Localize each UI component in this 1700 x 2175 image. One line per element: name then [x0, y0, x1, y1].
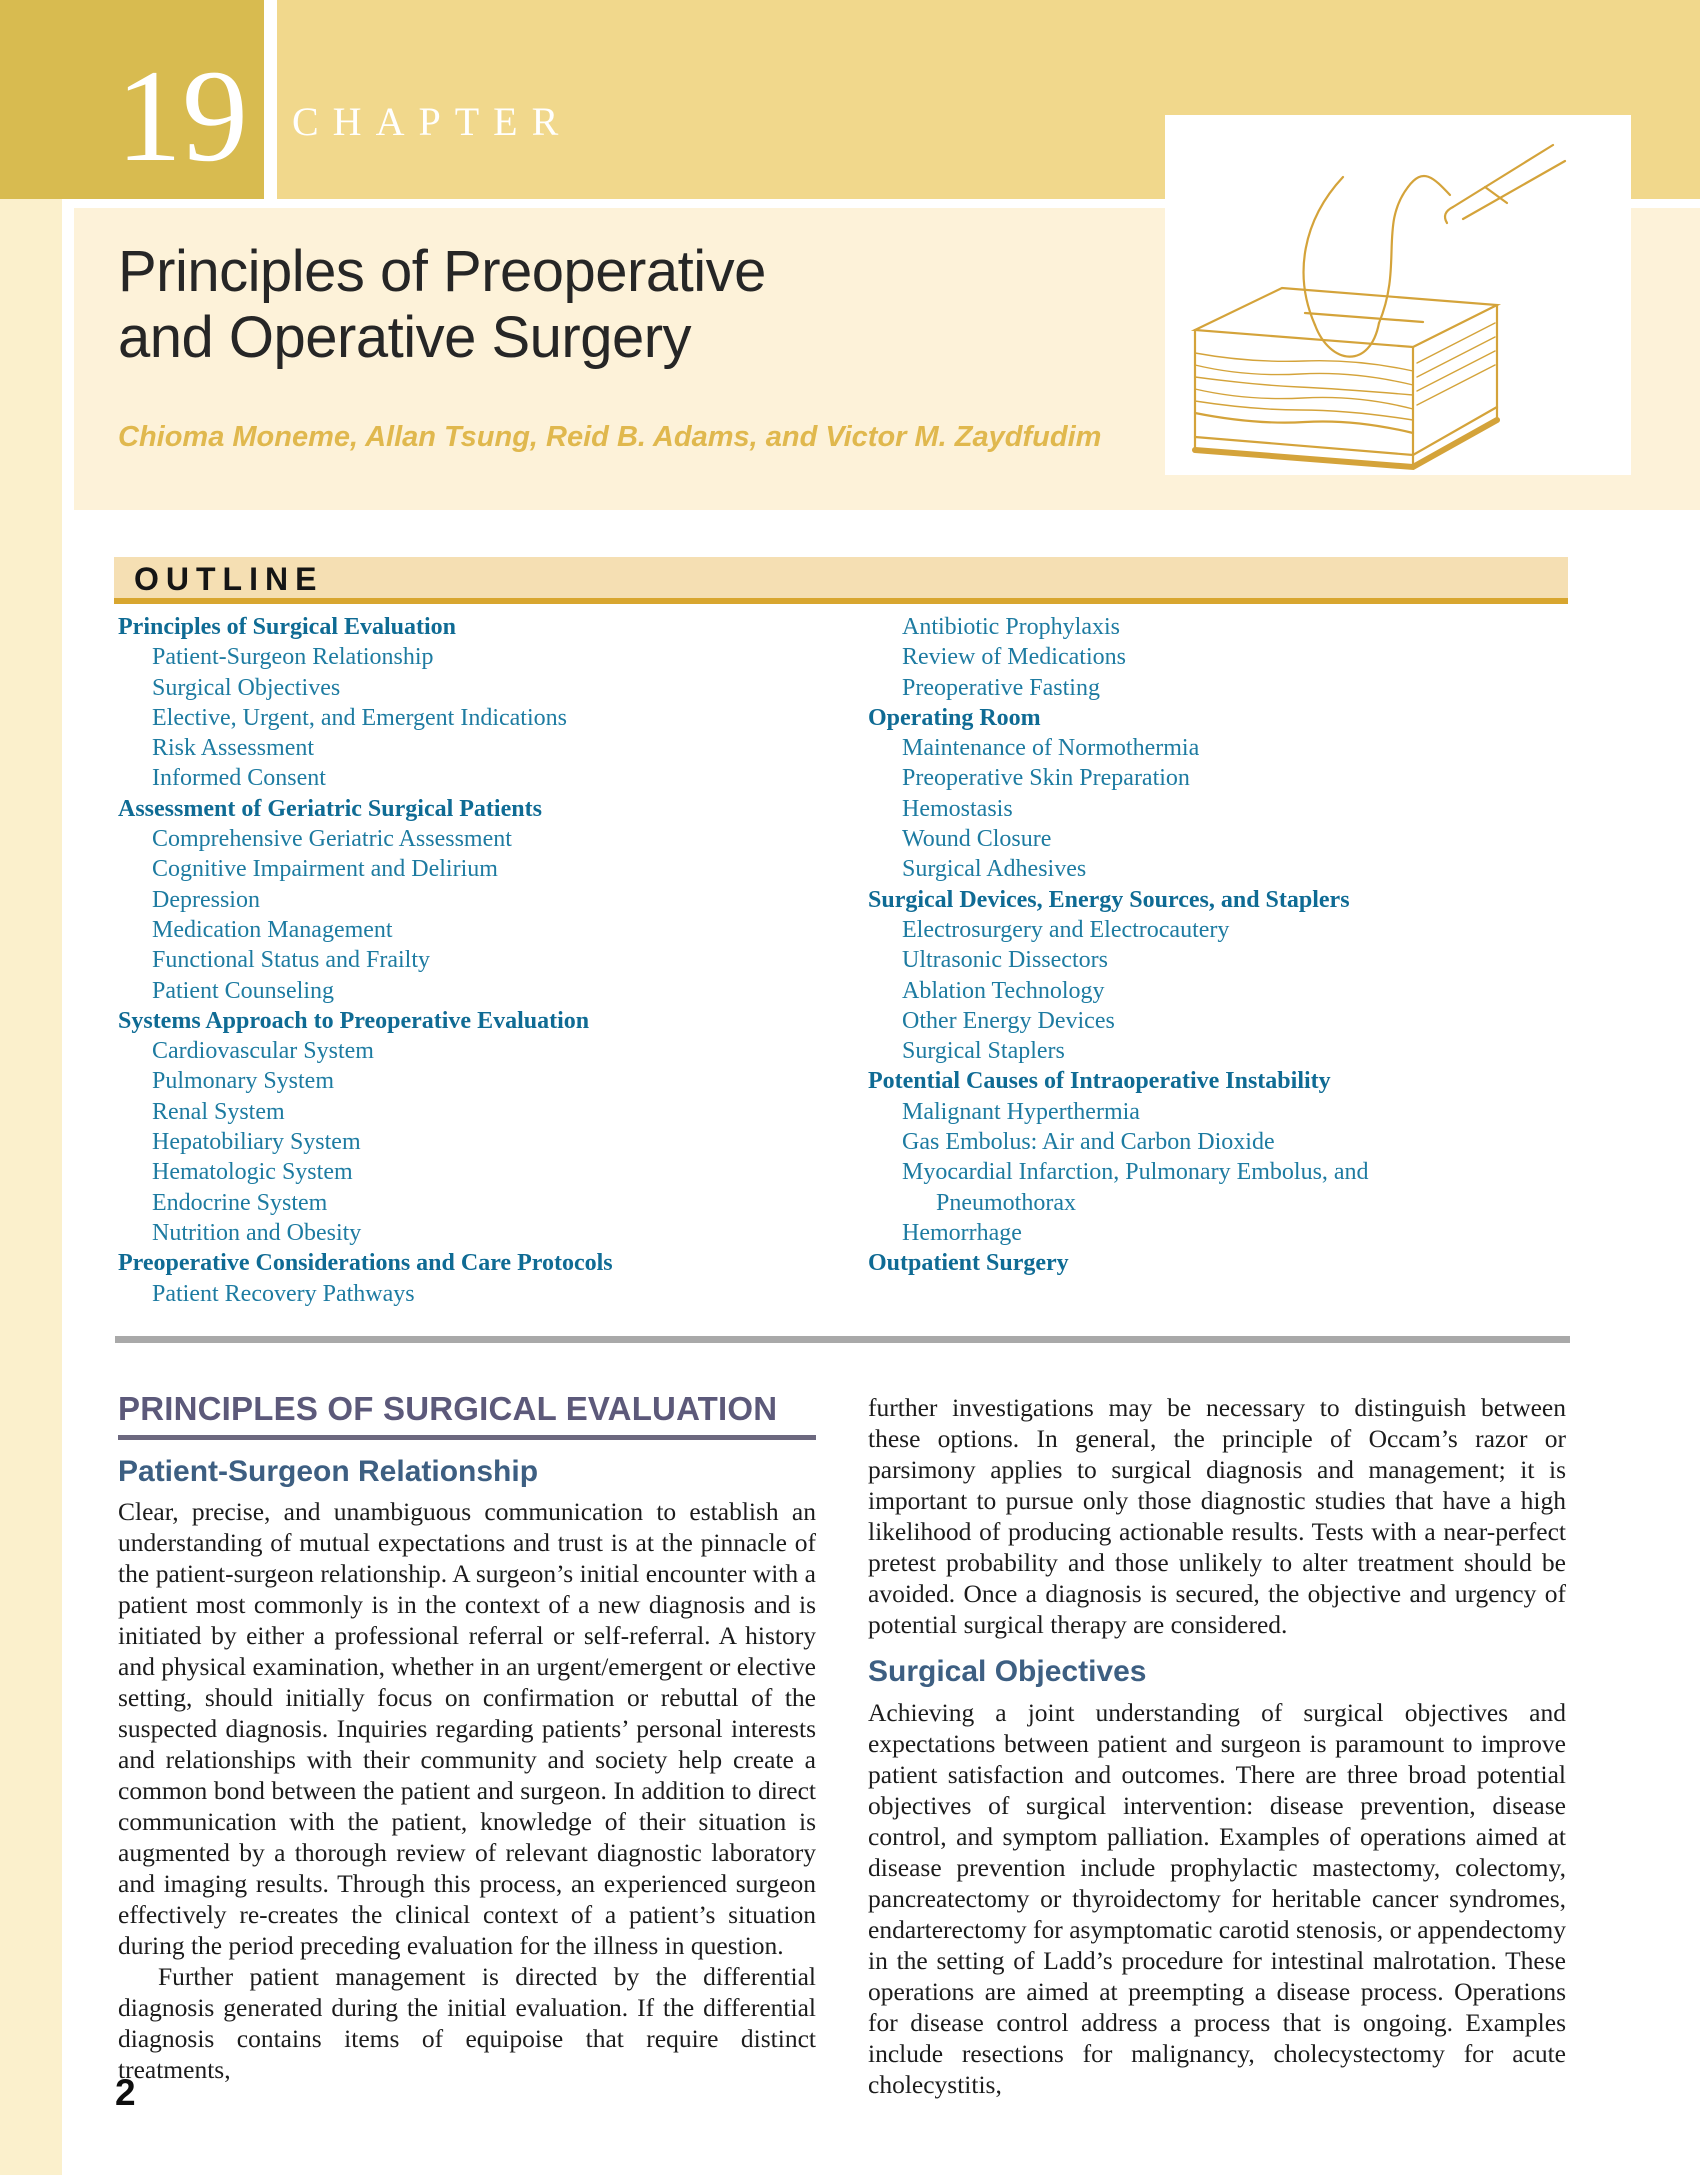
outline-item: Outpatient Surgery	[868, 1250, 1069, 1277]
outline-item: Pulmonary System	[152, 1068, 335, 1095]
outline-item: Elective, Urgent, and Emergent Indications	[152, 704, 567, 731]
body-paragraph: Achieving a joint understanding of surgical objectives and expectations between patient and surgeon is paramount to improve patient satisfaction and outcomes. There are three broad potential objectives of surgical intervention: disease prevention, disease control, and symptom palliation. Examples of operations aimed at disease prevention include prophylactic mastectomy, colectomy, pancreatectomy or thyroidectomy for heritable cancer syndromes, endarterectomy for asymptomatic carotid stenosis, or appendectomy in the setting of Ladd’s procedure for intestinal malrotation. These operations are aimed at preempting a disease process. Operations for disease control address a process that is ongoing. Examples include resections for malignancy, cholecystectomy for acute cholecystitis,	[868, 1697, 1566, 2099]
skin-layer-line	[1195, 401, 1413, 420]
outline-item: Operating Room	[868, 704, 1041, 731]
page-number: 2	[115, 2072, 136, 2113]
suture-through-skin-block-illustration	[1165, 115, 1631, 475]
skin-layer-line	[1195, 353, 1413, 371]
outline-item: Preoperative Skin Preparation	[902, 765, 1190, 792]
outline-left-column	[118, 612, 824, 1309]
outline-right-column	[868, 612, 1574, 1279]
needle-holder-tip	[1445, 207, 1453, 223]
outline-item: Myocardial Infarction, Pulmonary Embolus, and	[902, 1159, 1369, 1186]
outline-item: Nutrition and Obesity	[152, 1219, 362, 1246]
outline-item: Depression	[152, 886, 260, 913]
body-left-column	[118, 1392, 816, 2085]
skin-layer-line	[1195, 377, 1413, 395]
outline-item: Hemostasis	[902, 795, 1013, 822]
skin-layer-line	[1195, 365, 1413, 385]
skin-base-edge	[1195, 420, 1497, 467]
subsection-heading-surgical-objectives: Surgical Objectives	[868, 1655, 1147, 1688]
suture-illustration-box	[1165, 115, 1631, 475]
outline-item: Surgical Staplers	[902, 1038, 1065, 1065]
outline-item: Other Energy Devices	[902, 1007, 1115, 1034]
outline-item: Malignant Hyperthermia	[902, 1098, 1140, 1125]
outline-item: Systems Approach to Preoperative Evaluation	[118, 1007, 590, 1034]
skin-block-top-face	[1195, 288, 1497, 347]
chapter-label: CHAPTER	[292, 99, 573, 144]
body-paragraph: Clear, precise, and unambiguous communication to establish an understanding of mutual expectations and trust is at the pinnacle of the patient-surgeon relationship. A surgeon’s initial encounter with a patient most commonly is in the context of a new diagnosis and is initiated by either a professional referral or self-referral. A history and physical examination, whether in an urgent/emergent or elective setting, should initially focus on confirmation or rebuttal of the suspected diagnosis. Inquiries regarding patients’ personal interests and relationships with their community and society help create a common bond between the patient and surgeon. In addition to direct communication with the patient, knowledge of their situation is augmented by a thorough review of relevant diagnostic laboratory and imaging results. Through this process, an experienced surgeon effectively re-creates the clinical context of a patient’s situation during the period preceding evaluation for the illness in question.	[118, 1497, 816, 1961]
outline-item: Hepatobiliary System	[152, 1129, 361, 1156]
outline-item: Review of Medications	[902, 644, 1126, 671]
subsection-heading-patient-surgeon: Patient-Surgeon Relationship	[118, 1454, 539, 1488]
body-paragraph: further investigations may be necessary to distinguish between these options. In general, the principle of Occam’s razor or parsimony applies to surgical diagnosis and management; it is important to pursue only those diagnostic studies that have a high likelihood of producing actionable results. Tests with a near-perfect pretest probability and those unlikely to alter treatment should be avoided. Once a diagnosis is secured, the objective and urgency of potential surgical therapy are considered.	[868, 1393, 1566, 1639]
outline-item: Gas Embolus: Air and Carbon Dioxide	[902, 1129, 1275, 1156]
outline-item: Hematologic System	[152, 1159, 353, 1186]
outline-item: Hemorrhage	[902, 1219, 1022, 1246]
outline-item: Endocrine System	[152, 1189, 328, 1216]
outline-bottom-rule	[115, 1336, 1570, 1343]
section-heading: PRINCIPLES OF SURGICAL EVALUATION	[118, 1390, 778, 1427]
outline-item: Comprehensive Geriatric Assessment	[152, 826, 512, 853]
outline-item: Surgical Adhesives	[902, 856, 1087, 883]
outline-item: Risk Assessment	[152, 735, 315, 762]
outline-heading: OUTLINE	[134, 561, 324, 597]
authors-line: Chioma Moneme, Allan Tsung, Reid B. Adams, and Victor M. Zaydfudim	[118, 421, 1102, 453]
outline-item: Surgical Devices, Energy Sources, and Staplers	[868, 886, 1350, 913]
section-heading-rule	[118, 1435, 816, 1440]
outline-item: Antibiotic Prophylaxis	[902, 614, 1120, 640]
suture-thread	[1379, 187, 1408, 323]
outline-item: Ultrasonic Dissectors	[902, 947, 1108, 974]
outline-item: Cardiovascular System	[152, 1038, 374, 1065]
chapter-number: 19	[116, 42, 248, 189]
body-paragraph: Further patient management is directed by the differential diagnosis generated during the initial evaluation. If the differential diagnosis contains items of equipoise that require distinct treatments,	[118, 1962, 816, 2085]
outline-item: Preoperative Fasting	[902, 674, 1100, 701]
outline-item: Potential Causes of Intraoperative Instability	[868, 1068, 1331, 1095]
left-margin-strip	[0, 0, 62, 2175]
suture-thread-tip	[1408, 176, 1450, 195]
outline-item: Functional Status and Frailty	[152, 947, 430, 974]
outline-item: Pneumothorax	[936, 1189, 1076, 1216]
outline-item: Preoperative Considerations and Care Protocols	[118, 1250, 613, 1277]
outline-item: Ablation Technology	[902, 977, 1105, 1004]
chapter-title-line2: and Operative Surgery	[118, 305, 692, 370]
outline-header-bar	[114, 557, 1568, 604]
chapter-title-line1: Principles of Preoperative	[118, 239, 766, 304]
outline-item: Medication Management	[152, 916, 393, 943]
incision-line	[1305, 313, 1423, 322]
body-right-column	[868, 1392, 1566, 2100]
outline-item: Informed Consent	[152, 765, 326, 792]
outline-item: Principles of Surgical Evaluation	[118, 614, 457, 640]
banner-divider	[264, 0, 277, 199]
outline-item: Assessment of Geriatric Surgical Patients	[118, 795, 542, 822]
outline-item: Patient-Surgeon Relationship	[152, 644, 434, 671]
outline-item: Electrosurgery and Electrocautery	[902, 916, 1230, 943]
suture-thread	[1304, 177, 1343, 325]
outline-item: Patient Recovery Pathways	[152, 1280, 415, 1307]
outline-item: Cognitive Impairment and Delirium	[152, 856, 498, 883]
outline-item: Renal System	[152, 1098, 285, 1125]
outline-item: Wound Closure	[902, 826, 1052, 853]
outline-item: Patient Counseling	[152, 977, 334, 1004]
outline-item: Surgical Objectives	[152, 674, 341, 701]
outline-item: Maintenance of Normothermia	[902, 735, 1200, 762]
